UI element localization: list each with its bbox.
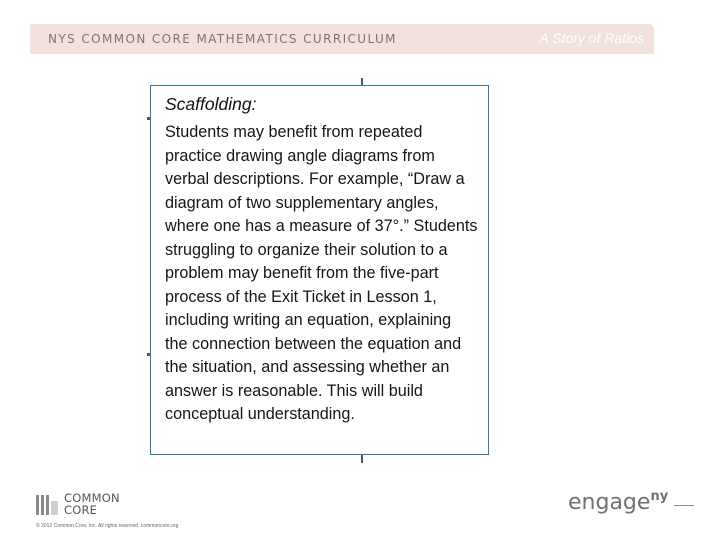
engageny-logo [568, 490, 668, 515]
scaffolding-heading: Scaffolding: [165, 94, 257, 114]
footer-rule [674, 505, 694, 506]
common-core-logo-icon [36, 495, 58, 515]
scaffolding-box [150, 85, 489, 455]
logo-line-core: CORE [64, 503, 98, 517]
common-core-logo-text [64, 492, 164, 516]
scaffolding-text: Students may benefit from repeated practice drawing angle diagrams from verbal descriptions. For example, “Draw a diagram of two supplementary angles, where one has a measure of 37°.” Students struggling to organize their solution to a problem may benefit from the five-part process of the Exit Ticket in Lesson 1, including writing an equation, explaining the connection between the equation and the situation, and assessing whether an answer is reasonable. This will build conceptual understanding. [165, 123, 478, 423]
curriculum-title: NYS COMMON CORE MATHEMATICS CURRICULUM [48, 32, 397, 46]
module-subtitle: A Story of Ratios [539, 30, 644, 46]
ny-superscript: ny [650, 489, 669, 504]
engage-wordmark: engage [568, 490, 651, 515]
header-bar [30, 24, 654, 54]
diagram-line-bottom [361, 455, 363, 463]
logo-line-common: COMMON [64, 491, 120, 505]
copyright-notice: © 2012 Common Core, Inc. All rights reserved. commoncore.org [36, 523, 179, 529]
